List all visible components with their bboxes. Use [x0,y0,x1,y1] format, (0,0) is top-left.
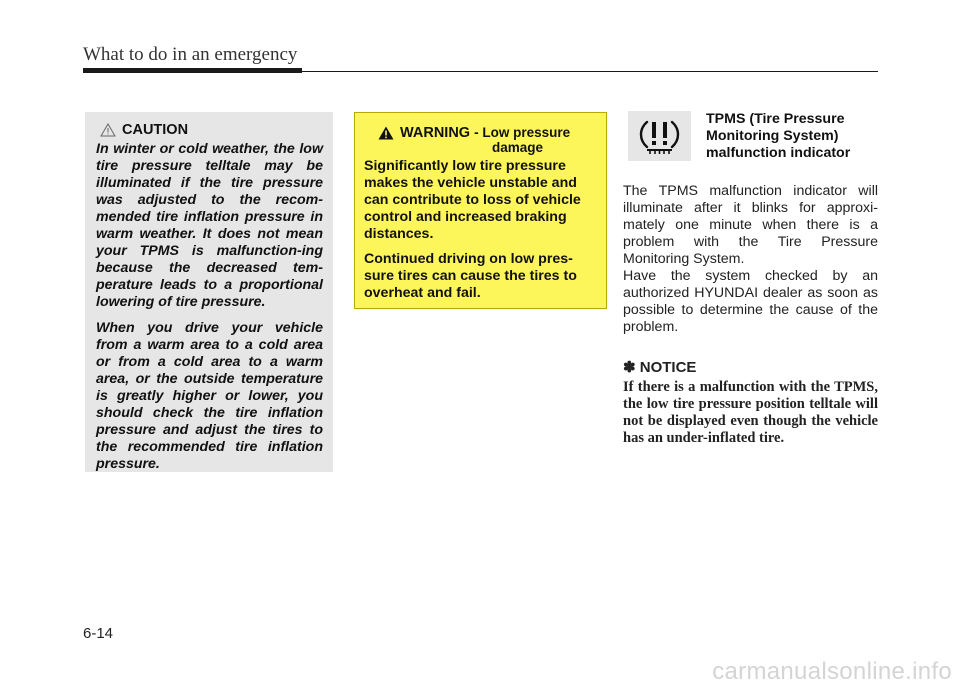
warning-triangle-outline-icon [100,123,116,137]
warning-triangle-filled-icon [378,126,394,140]
section-title: What to do in an emergency [83,44,298,65]
notice-heading: ✽ NOTICE [623,359,697,376]
caution-box [85,112,333,472]
warning-label: WARNING [400,125,471,141]
tpms-paragraph: Have the system checked by an authorized HYUNDAI dealer as soon as possible to determine the cause of the problem. [623,268,878,335]
caution-heading [100,122,323,138]
caution-paragraph: When you drive your vehicle from a warm area to a cold area or from a cold area to a warm area, or the outside temperature is greatly higher or lower, you should check the tire inflation pressure and adjust the tires to the recommended tire inflation pressure. [96,320,323,472]
tpms-icon-box [628,111,691,161]
warning-subtitle: - Low pressure [474,125,571,140]
page-number: 6-14 [83,625,114,642]
caution-paragraph: In winter or cold weather, the low tire pressure telltale may be illuminated if the tire pressure was adjusted to the recom-mended tire inflation pressure in warm weather. It does not mean your TPMS is malfunction-ing because the decreased tem-perature leads to a proportional lowering of tire pressure. [96,141,323,310]
watermark: carmanualsonline.info [712,658,952,685]
warning-paragraph: Significantly low tire pressure makes the vehicle unstable and can contribute to loss of vehicle control and increased braking distances. [364,158,581,242]
warning-subtitle-continued: damage [492,140,544,155]
header-rule [83,71,878,72]
warning-heading [378,125,597,141]
notice-text: If there is a malfunction with the TPMS, the low tire pressure position telltale will not be displayed even though the vehicle has an under-inflated tire. [623,379,878,446]
caution-label: CAUTION [122,122,189,138]
tpms-malfunction-icon [628,111,691,161]
tpms-indicator-title: TPMS (Tire Pressure Monitoring System) malfunction indicator [706,111,851,161]
warning-box [354,112,607,309]
warning-paragraph: Continued driving on low pres-sure tires can cause the tires to overheat and fail. [364,251,577,301]
tpms-paragraph: The TPMS malfunction indicator will illuminate after it blinks for approxi-mately one minute when there is a problem with the Tire Pressure Monitoring System. [623,183,878,267]
